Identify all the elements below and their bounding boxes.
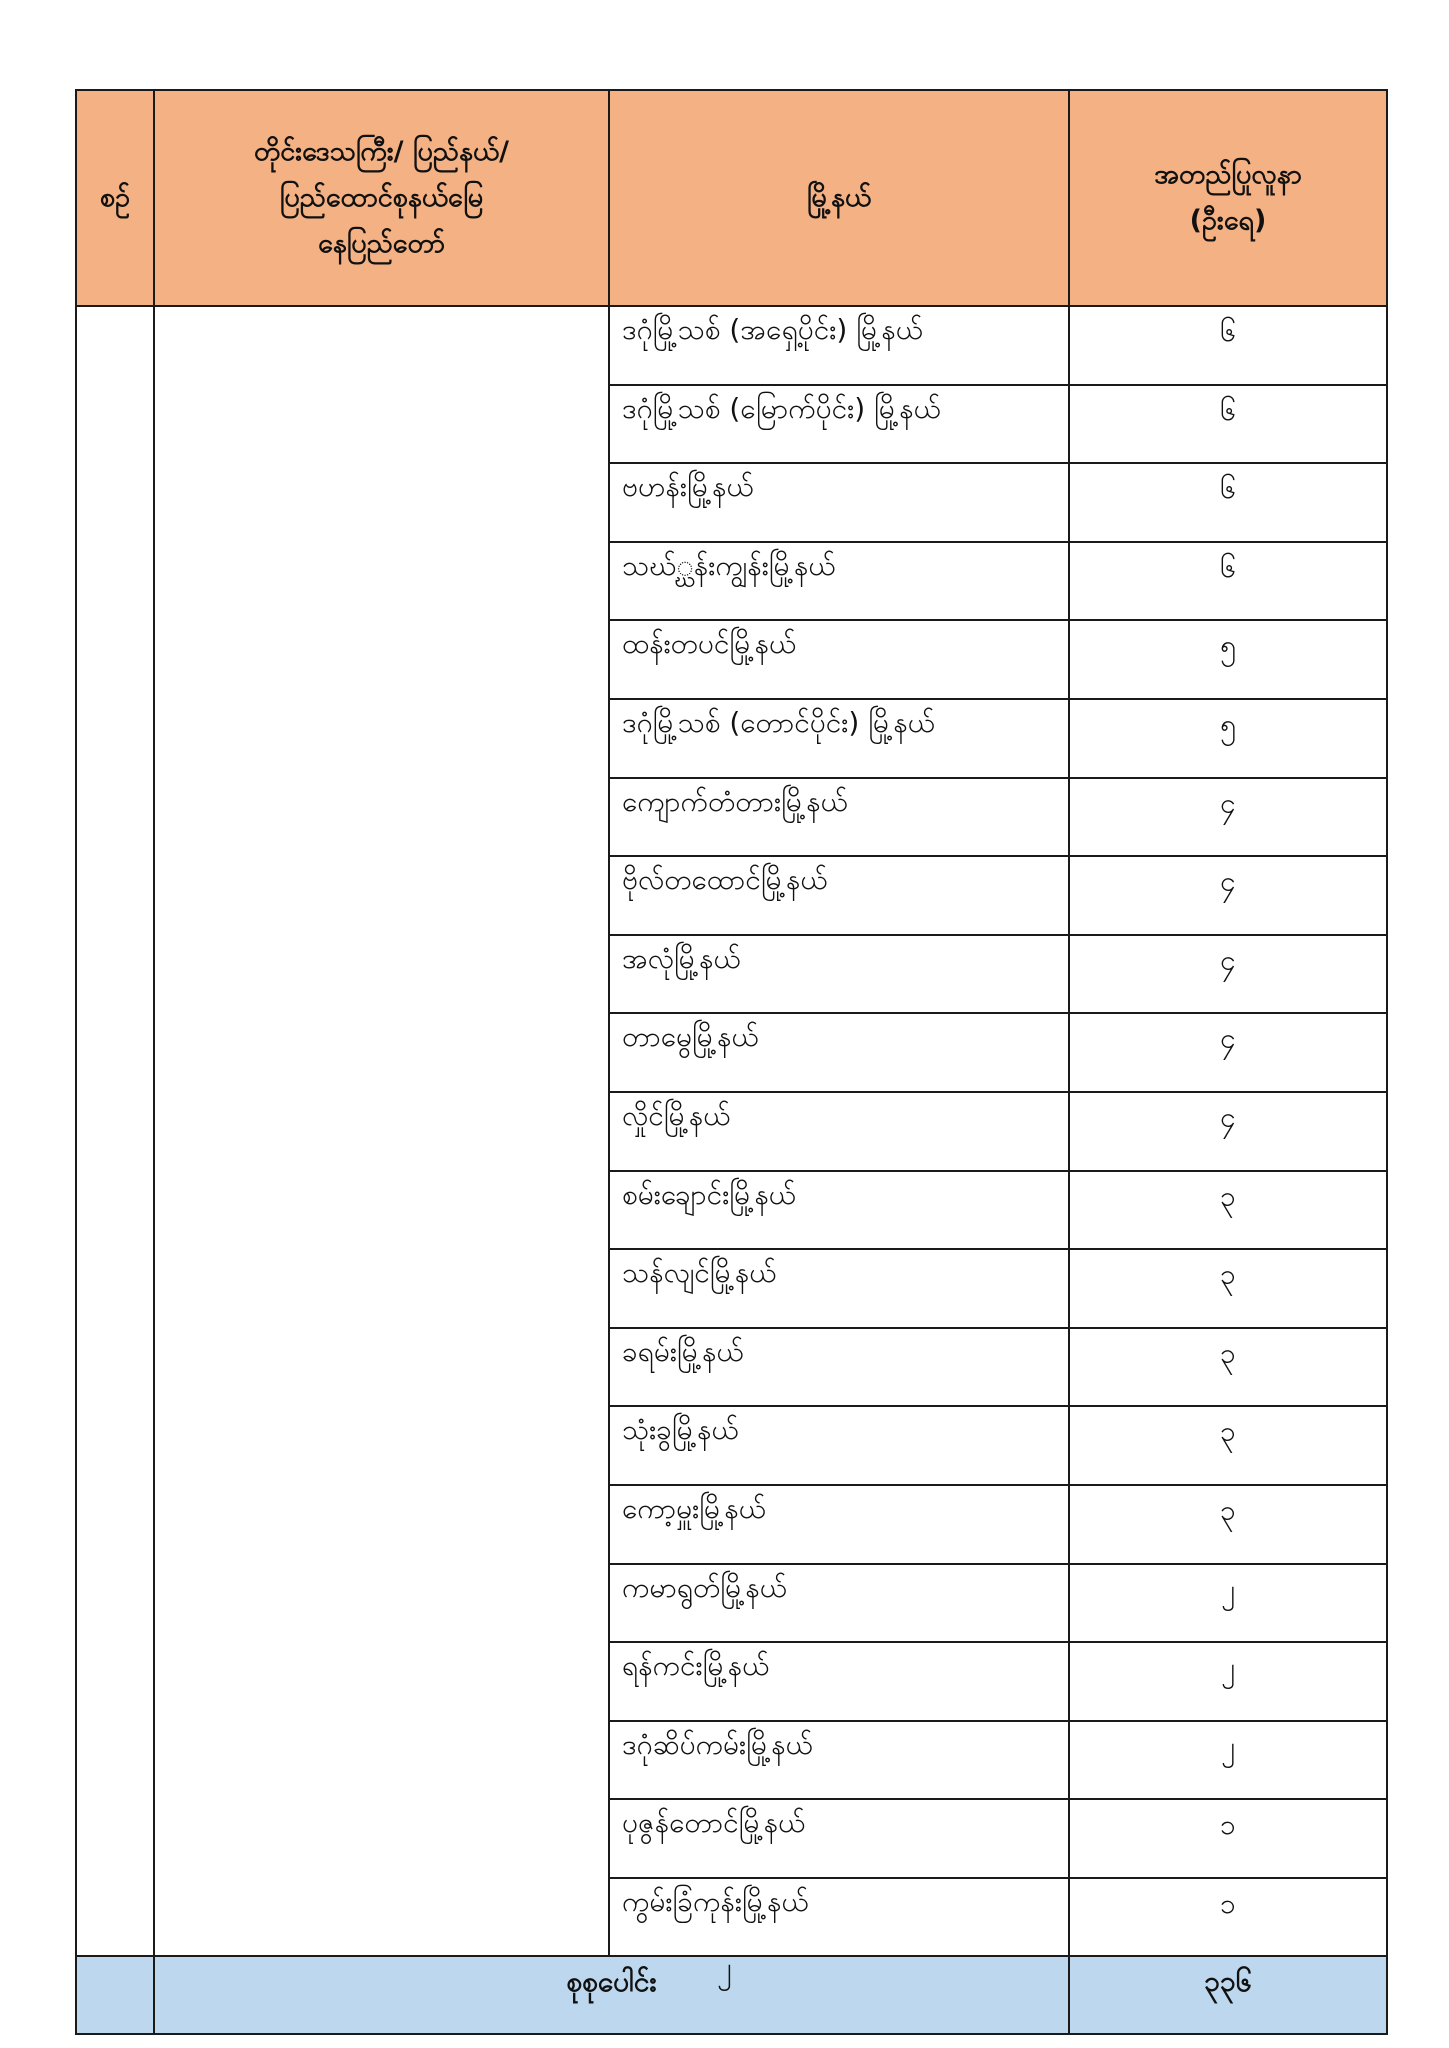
township-cell: လှိုင်မြို့နယ်: [609, 1092, 1069, 1171]
township-cell: သဃ်္ဃန်းကျွန်းမြို့နယ်: [609, 542, 1069, 621]
township-cell: ဒဂုံမြို့သစ် (တောင်ပိုင်း) မြို့နယ်: [609, 699, 1069, 778]
township-cell: ထန်းတပင်မြို့နယ်: [609, 620, 1069, 699]
count-cell: ၄: [1069, 1092, 1387, 1171]
count-cell: ၂: [1069, 1564, 1387, 1643]
header-count-line-1: အတည်ပြုလူနာ: [1154, 159, 1302, 190]
count-cell: ၁: [1069, 1878, 1387, 1957]
table-row: [76, 306, 1387, 385]
count-cell: ၂: [1069, 1721, 1387, 1800]
count-cell: ၃: [1069, 1485, 1387, 1564]
count-cell: ၄: [1069, 856, 1387, 935]
count-cell: ၃: [1069, 1328, 1387, 1407]
page-number: ၂: [717, 1951, 732, 1986]
township-cell: ကွမ်းခြံကုန်းမြို့နယ်: [609, 1878, 1069, 1957]
region-cell: [154, 306, 609, 1956]
count-cell: ၆: [1069, 385, 1387, 464]
count-cell: ၃: [1069, 1406, 1387, 1485]
count-cell: ၆: [1069, 463, 1387, 542]
total-value: ၃၃၆: [1069, 1956, 1387, 2034]
township-cell: ကော့မှူးမြို့နယ်: [609, 1485, 1069, 1564]
header-region: [154, 90, 609, 306]
township-cell: စမ်းချောင်းမြို့နယ်: [609, 1171, 1069, 1250]
count-cell: ၆: [1069, 542, 1387, 621]
count-cell: ၅: [1069, 699, 1387, 778]
count-cell: ၁: [1069, 1799, 1387, 1878]
count-cell: ၃: [1069, 1249, 1387, 1328]
township-cell: ကမာရွတ်မြို့နယ်: [609, 1564, 1069, 1643]
total-label: စုစုပေါင်း: [154, 1956, 1069, 2034]
count-cell: ၄: [1069, 935, 1387, 1014]
header-township: မြို့နယ်: [609, 90, 1069, 306]
township-cell: သန်လျင်မြို့နယ်: [609, 1249, 1069, 1328]
count-cell: ၄: [1069, 1013, 1387, 1092]
header-region-line-3: နေပြည်တော်: [318, 228, 445, 259]
township-cell: တာမွေမြို့နယ်: [609, 1013, 1069, 1092]
count-cell: ၃: [1069, 1171, 1387, 1250]
table-header-row: [76, 90, 1387, 306]
township-cell: ကျောက်တံတားမြို့နယ်: [609, 778, 1069, 857]
header-serial-number: စဉ်: [76, 90, 154, 306]
count-cell: ၆: [1069, 306, 1387, 385]
count-cell: ၄: [1069, 778, 1387, 857]
header-region-line-2: ပြည်ထောင်စုနယ်မြေ: [279, 182, 484, 213]
township-cell: ဒဂုံမြို့သစ် (အရှေ့ပိုင်း) မြို့နယ်: [609, 306, 1069, 385]
township-cell: သုံးခွမြို့နယ်: [609, 1406, 1069, 1485]
header-confirmed-count: [1069, 90, 1387, 306]
header-count-line-2: (ဦးရေ): [1189, 205, 1267, 236]
township-cell: ခရမ်းမြို့နယ်: [609, 1328, 1069, 1407]
township-cell: ဗဟန်းမြို့နယ်: [609, 463, 1069, 542]
township-cell: အလုံမြို့နယ်: [609, 935, 1069, 1014]
header-region-line-1: တိုင်းဒေသကြီး/ ပြည်နယ်/: [253, 136, 510, 167]
township-cell: ဒဂုံမြို့သစ် (မြောက်ပိုင်း) မြို့နယ်: [609, 385, 1069, 464]
township-cases-table: [75, 89, 1388, 2035]
serial-number-cell: [76, 306, 154, 1956]
township-cell: ပုဇွန်တောင်မြို့နယ်: [609, 1799, 1069, 1878]
count-cell: ၂: [1069, 1642, 1387, 1721]
township-cell: ဒဂုံဆိပ်ကမ်းမြို့နယ်: [609, 1721, 1069, 1800]
township-cell: ဗိုလ်တထောင်မြို့နယ်: [609, 856, 1069, 935]
township-cell: ရန်ကင်းမြို့နယ်: [609, 1642, 1069, 1721]
count-cell: ၅: [1069, 620, 1387, 699]
